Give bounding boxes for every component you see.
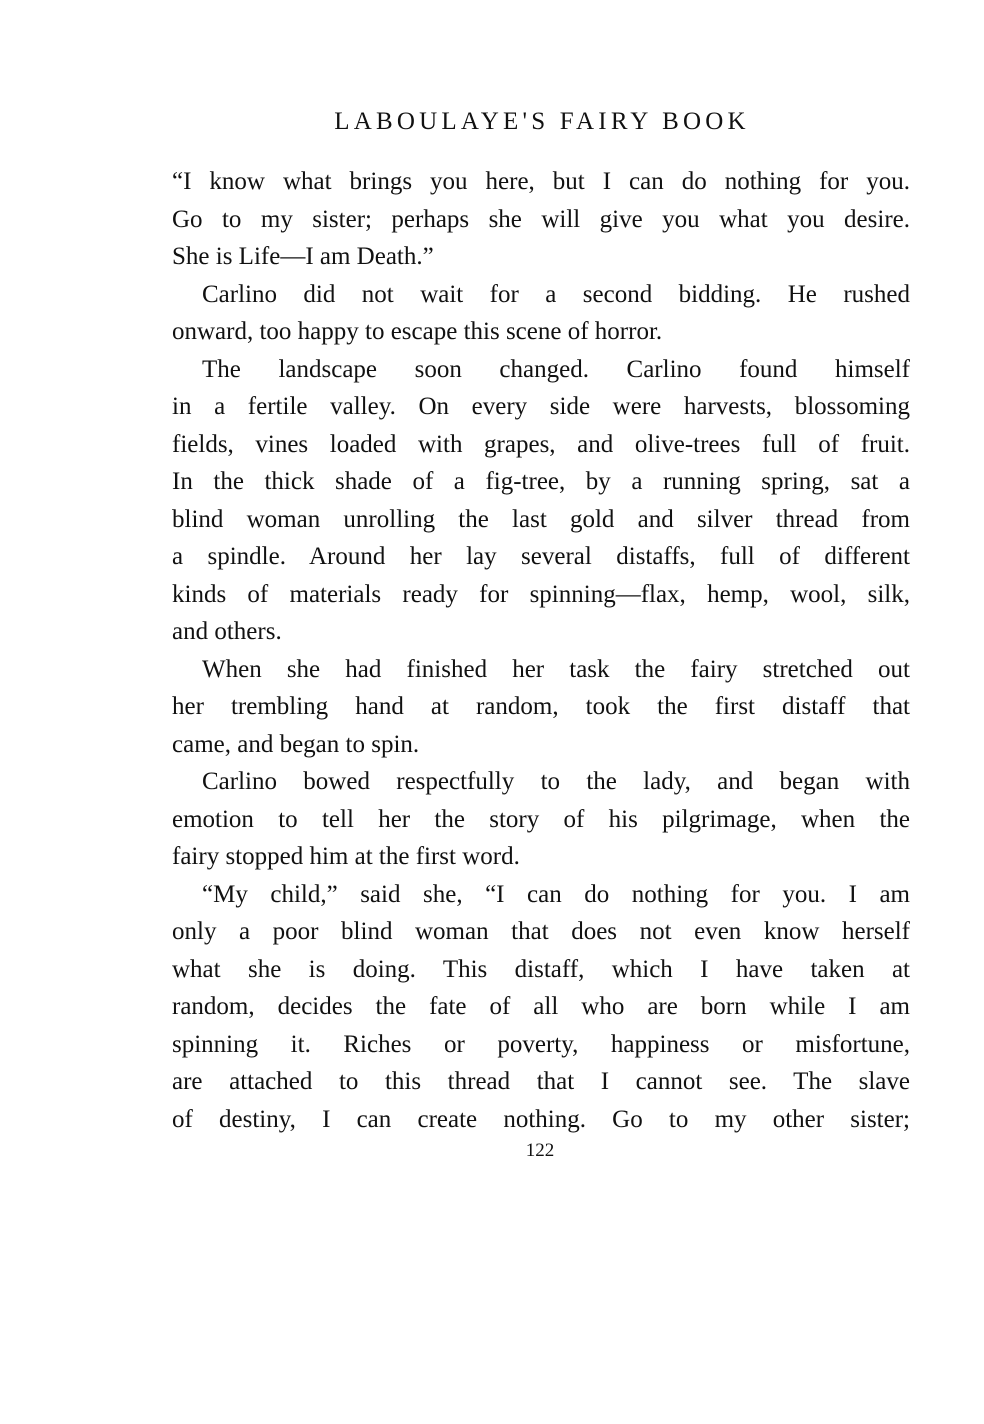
text-line: The landscape soon changed. Carlino found himself xyxy=(202,355,910,383)
text-line: came, and began to spin. xyxy=(172,730,420,758)
text-line: emotion to tell her the story of his pilgrimage, when the xyxy=(172,805,910,833)
text-line: of destiny, I can create nothing. Go to my other sister; xyxy=(172,1105,910,1133)
text-line: spinning it. Riches or poverty, happiness or misfortune, xyxy=(172,1030,910,1058)
text-line: kinds of materials ready for spinning—flax, hemp, wool, silk, xyxy=(172,580,910,608)
text-line: fairy stopped him at the first word. xyxy=(172,843,520,870)
text-line: Go to my sister; perhaps she will give you what you desire. xyxy=(172,205,910,233)
text-line: onward, too happy to escape this scene of horror. xyxy=(172,318,663,345)
paragraph xyxy=(172,876,910,1139)
text-line: fields, vines loaded with grapes, and olive-trees full of fruit. xyxy=(172,430,910,458)
text-line: her trembling hand at random, took the first distaff that xyxy=(172,693,910,720)
text-line: Carlino did not wait for a second bidding. He rushed xyxy=(202,280,910,308)
page-number: 122 xyxy=(525,1140,555,1161)
text-line: what she is doing. This distaff, which I have taken at xyxy=(172,955,910,983)
text-line: blind woman unrolling the last gold and silver thread from xyxy=(172,505,910,533)
text-line: When she had finished her task the fairy stretched out xyxy=(202,655,910,683)
text-line: in a fertile valley. On every side were harvests, blossoming xyxy=(172,393,910,420)
text-line: “I know what brings you here, but I can do nothing for you. xyxy=(172,168,910,195)
text-line: are attached to this thread that I cannot see. The slave xyxy=(172,1068,910,1095)
text-line: Carlino bowed respectfully to the lady, and began with xyxy=(202,768,910,795)
text-line: In the thick shade of a fig-tree, by a running spring, sat a xyxy=(172,468,910,495)
text-line: random, decides the fate of all who are born while I am xyxy=(172,993,910,1020)
running-head: LABOULAYE'S FAIRY BOOK xyxy=(334,108,750,135)
paragraph xyxy=(172,651,910,764)
paragraph xyxy=(172,351,910,651)
text-line: only a poor blind woman that does not even know herself xyxy=(172,918,910,945)
text-line: “My child,” said she, “I can do nothing for you. I am xyxy=(202,880,910,908)
paragraph xyxy=(172,763,910,876)
text-line: a spindle. Around her lay several distaffs, full of different xyxy=(172,543,910,570)
paragraph xyxy=(172,163,910,276)
body-text xyxy=(172,163,910,1138)
text-line: and others. xyxy=(172,618,282,645)
text-line: She is Life—I am Death.” xyxy=(172,243,434,270)
paragraph xyxy=(172,276,910,351)
